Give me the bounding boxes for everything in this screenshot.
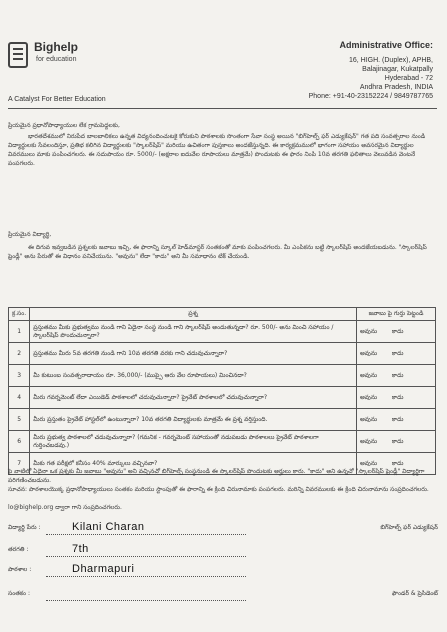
no-option[interactable]: కాదు [391,327,404,335]
tagline: A Catalyst For Better Education [8,96,106,103]
field-signature [8,587,438,607]
table-row [9,387,436,409]
organization-signature-label: బిగ్‌హెల్ప్ ఫర్ ఎడ్యుకేషన్ [380,524,438,531]
school-value[interactable]: Dharmapuri [72,563,135,575]
student-name-value[interactable]: Kilani Charan [72,521,145,533]
field-label: విద్యార్థి పేరు : [8,524,41,531]
row-question: ప్రస్తుతము మీకు ప్రభుత్వము నుండి గాని ఏదైనా సంస్థ నుండి గాని స్కాలర్‌షిప్ అందుతున్నదా? రూ. 500/- అను మించి సహాయం / స్కాలర్‌షిప్ పొందుచున్నారా? [30,321,357,343]
row-number: 2 [9,343,30,365]
table-header-row [9,308,436,321]
eligibility-note: పై వాటిలో ఏదైనా ఒక ప్రశ్నకు మీ జవాబు "అవును" అని వచ్చినచో బిగ్‌హెల్ప్ సంస్థనుండి ఈ స్కాలర్‌షిప్ పొందుటకు అర్హులు కారు. "కాదు" అని ఉన్నచో "స్కాలర్‌షిప్ ఫ్రెండ్లీ" విద్యార్థిగా పరిగణించబడును. [8,468,425,484]
row-question: మీకు గత పరీక్షలో కనీసం 40% మార్కులు వచ్చినవా? [30,453,357,475]
yes-option[interactable]: అవును [360,371,378,379]
row-question: ప్రస్తుతము మీరు 5వ తరగతి నుండి గాని 10వ తరగతి వరకు గాని చదువుచున్నారా? [30,343,357,365]
field-class [8,543,438,563]
office-title: Administrative Office: [339,40,433,50]
address-line: Balajinagar, Kukatpally [362,66,433,73]
yes-option[interactable]: అవును [360,349,378,357]
yes-option[interactable]: అవును [360,415,378,423]
row-answer [357,365,436,387]
row-answer [357,343,436,365]
row-number: 4 [9,387,30,409]
table-row [9,431,436,453]
field-line [46,534,246,535]
col-header-question: ప్రశ్న [30,308,357,321]
row-answer [357,409,436,431]
table-row [9,365,436,387]
no-option[interactable]: కాదు [391,459,404,467]
yes-option[interactable]: అవును [360,327,378,335]
row-number: 1 [9,321,30,343]
field-student-name [8,521,438,541]
questions-table [8,307,436,475]
field-label: పాఠశాల : [8,566,32,573]
row-number: 7 [9,453,30,475]
row-question: మీరు ప్రస్తుతం ప్రైవేట్ హాస్టల్‌లో ఉంటున్నారా? 10వ తరగతి విద్యార్థులకు మాత్రమే ఈ ప్రశ్న వర్తిస్తుంది. [30,409,357,431]
no-option[interactable]: కాదు [391,349,404,357]
field-label: తరగతి : [8,546,29,553]
students-heading: ప్రియమైన విద్యార్థి, [8,231,52,238]
email-line: lo@bighelp.org ద్వారా గాని సంప్రదించగలరు. [8,504,122,511]
table-row [9,343,436,365]
row-question: మీరు ప్రభుత్వ పాఠశాలలో చదువుచున్నారా? (గమనిక - గవర్నమెంట్ సహాయంతో నడుపబడు పాఠశాలలు ప్రైవేట్ పాఠశాలగా గుర్తించబడవు.) [30,431,357,453]
field-line [46,600,246,601]
row-answer [357,431,436,453]
intro-paragraph: భారతదేశములో నిరుపేద బాలబాలికలు ఉన్నత విద్యనందించుటకై కోరుకుని పాఠశాలకు సొంతంగా సేవా సంస్థ అయిన "బిగ్‌హెల్ప్ ఫర్ ఎడ్యుకేషన్" గత పది సంవత్సరాల నుండి విద్యార్థులకు సేవలందిస్తూ, ప్రతిభ కలిగిన విద్యార్థులకు "స్కాలర్‌షిప్" మరియు ఉచితంగా పుస్తకాలు అందజేస్తున్నది. ఈ కార్యక్రమములో భాగంగా సహాయం అవసరమైన విద్యార్థుల వివరములు మాకు పంపించగలరు. ఈ సదుపాయం రూ. 5000/- (అక్షరాల ఐదువేల రూపాయలు మాత్రమే) పొందుటకు ఈ ఫారం నింపి 10వ తరగతి ఫలితాలు వెలువడిన వెంటనే పంపగలరు. [8,133,426,167]
field-line [46,576,246,577]
row-question: మీరు గవర్నమెంట్ లేదా ఎయిడెడ్ పాఠశాలలో చదువుచున్నారా? ప్రైవేట్ పాఠశాలలో చదువుచున్నారా? [30,387,357,409]
address-line: 16, HIGH. (Duplex), APHB, [348,57,433,64]
row-question: మీ కుటుంబ సంవత్సరాదాయం రూ. 36,000/- (ముప్పై ఆరు వేల రూపాయలు) మించినదా? [30,365,357,387]
no-option[interactable]: కాదు [391,371,404,379]
col-header-serial: క్ర.సం. [9,308,30,321]
no-option[interactable]: కాదు [391,415,404,423]
instruction-note: సూచన: పాఠశాలయొక్క ప్రధానోపాధ్యాయులు సంతకం మరియు స్టాంపుతో ఈ ఫారాన్ని ఈ క్రింది చిరునామాకు పంపగలరు. మరిన్ని వివరములకు ఈ క్రింది చిరునామాను సంప్రదించగలరు. [8,486,429,493]
brand-name: Bighelp [34,40,78,54]
no-option[interactable]: కాదు [391,437,404,445]
row-number: 6 [9,431,30,453]
office-address [263,40,433,101]
table-row [9,409,436,431]
address-line: Hyderabad - 72 [384,75,433,82]
row-number: 3 [9,365,30,387]
field-line [46,556,246,557]
header-divider [8,108,437,109]
yes-option[interactable]: అవును [360,437,378,445]
yes-option[interactable]: అవును [360,393,378,401]
address-line: Andhra Pradesh, INDIA [359,84,433,91]
table-row [9,321,436,343]
salutation: ప్రియమైన ప్రధానోపాధ్యాయుల లేక గ్రామపెద్దలకు, [8,122,120,129]
row-answer [357,387,436,409]
phone: Phone: +91-40-23152224 / 9849787765 [308,93,433,100]
founder-title: ఫౌండర్ & ప్రెసిడెంట్ [391,590,438,597]
yes-option[interactable]: అవును [360,459,378,467]
brand-subtitle: for education [36,56,77,63]
row-number: 5 [9,409,30,431]
row-answer [357,321,436,343]
no-option[interactable]: కాదు [391,393,404,401]
field-label: సంతకం : [8,590,31,597]
field-school [8,563,438,583]
class-value[interactable]: 7th [72,543,89,555]
bighelp-logo [8,40,98,80]
col-header-answer: జవాబు పై గుర్తు పెట్టండి [357,308,436,321]
book-icon [8,42,28,68]
students-paragraph: ఈ దిగువ ఇవ్వబడిన ప్రశ్నలకు జవాబు ఇచ్చి, ఈ ఫారాన్ని స్కూల్ హెడ్‌మాస్టర్ సంతకంతో మాకు పంపించగలరు. మీ ఎంపికను బట్టి స్కాలర్‌షిప్ అందజేయబడును. "స్కాలర్‌షిప్ ఫ్రెండ్లీ" అను పేరుతో ఈ విధానం పనిచేయును. "అవును" లేదా "కాదు" అని మీ సమాధానం టిక్ చేయండి. [8,244,427,260]
